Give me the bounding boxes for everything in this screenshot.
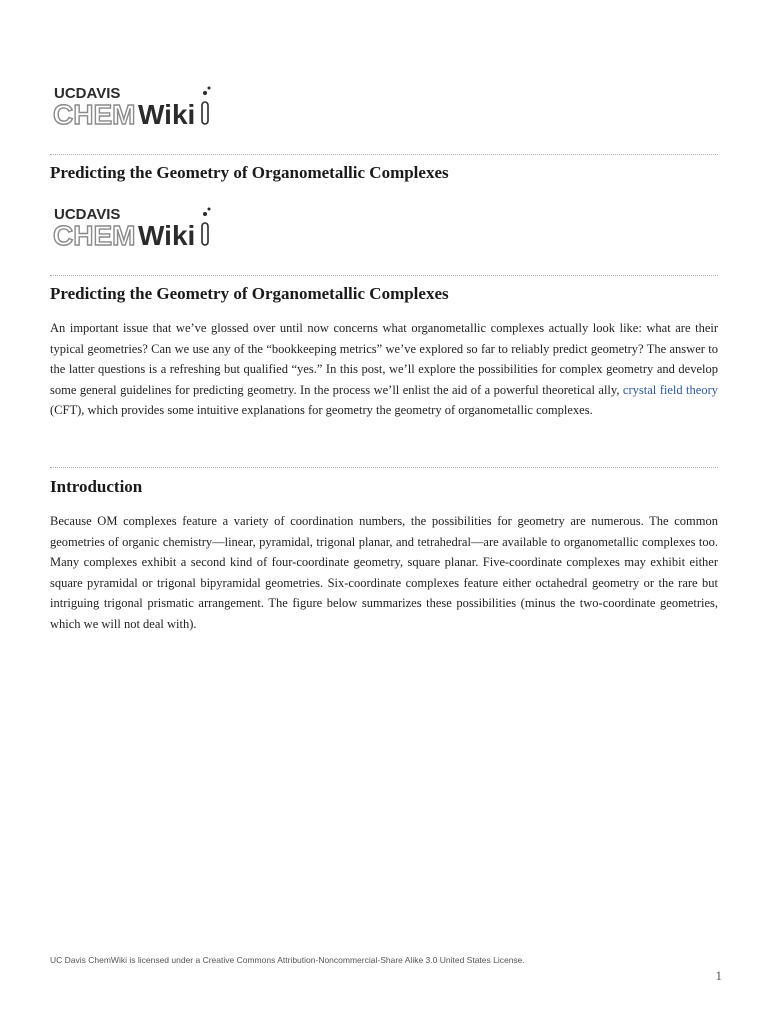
- chemwiki-logo-graphic: [52, 205, 217, 255]
- test-tube-icon: [202, 87, 211, 125]
- intro-paragraph: [50, 318, 718, 421]
- introduction-paragraph: Because OM complexes feature a variety of coordination numbers, the possibilities for geometry are numerous. The common geometries of organic chemistry—linear, pyramidal, trigonal planar, and tetrahedral—are available to organometallic complexes too. Many complexes exhibit a second kind of four-coordinate geometry, square planar. Five-coordinate complexes may exhibit either square pyramidal or trigonal bipyramidal geometries. Six-coordinate complexes feature either octahedral geometry or the rare but intriguing trigonal prismatic arrangement. The figure below summarizes these possibilities (minus the two-coordinate geometries, which we will not deal with).: [50, 514, 718, 631]
- logo-chem-text: CHEM: [53, 220, 136, 251]
- article-title: Predicting the Geometry of Organometallic Complexes: [50, 284, 449, 303]
- logo-wiki-text: Wiki: [138, 220, 196, 251]
- logo-ucdavis-text: UCDAVIS: [54, 206, 121, 223]
- chemwiki-logo-graphic: [52, 84, 217, 134]
- test-tube-icon: [202, 208, 211, 246]
- logo-wiki-text: Wiki: [138, 99, 196, 130]
- chemwiki-logo: [52, 84, 217, 134]
- page-title: Predicting the Geometry of Organometallic Complexes: [50, 163, 449, 182]
- intro-text-end: (CFT), which provides some intuitive explanations for geometry the geometry of organometallic complexes.: [50, 403, 593, 417]
- divider: [50, 154, 718, 155]
- chemwiki-logo: [52, 205, 217, 255]
- page-number: 1: [715, 968, 722, 983]
- divider: [50, 467, 718, 468]
- logo-ucdavis-text: UCDAVIS: [54, 85, 121, 102]
- intro-text-start: An important issue that we’ve glossed over until now concerns what organometallic complexes actually look like: what are their typical geometries? Can we use any of the “bookkeeping metrics” we’ve explored so far to reliably predict geometry? The answer to the latter questions is a refreshing but qualified “yes.” In this post, we’ll explore the possibilities for complex geometry and develop some general guidelines for predicting geometry. In the process we’ll enlist the aid of a powerful theoretical ally,: [50, 321, 718, 397]
- license-footer: UC Davis ChemWiki is licensed under a Creative Commons Attribution-Noncommercial-Share Alike 3.0 United States License.: [50, 955, 525, 965]
- section-heading-introduction: Introduction: [50, 477, 143, 496]
- divider: [50, 275, 718, 276]
- crystal-field-theory-link[interactable]: crystal field theory: [622, 382, 718, 397]
- logo-chem-text: CHEM: [53, 99, 136, 130]
